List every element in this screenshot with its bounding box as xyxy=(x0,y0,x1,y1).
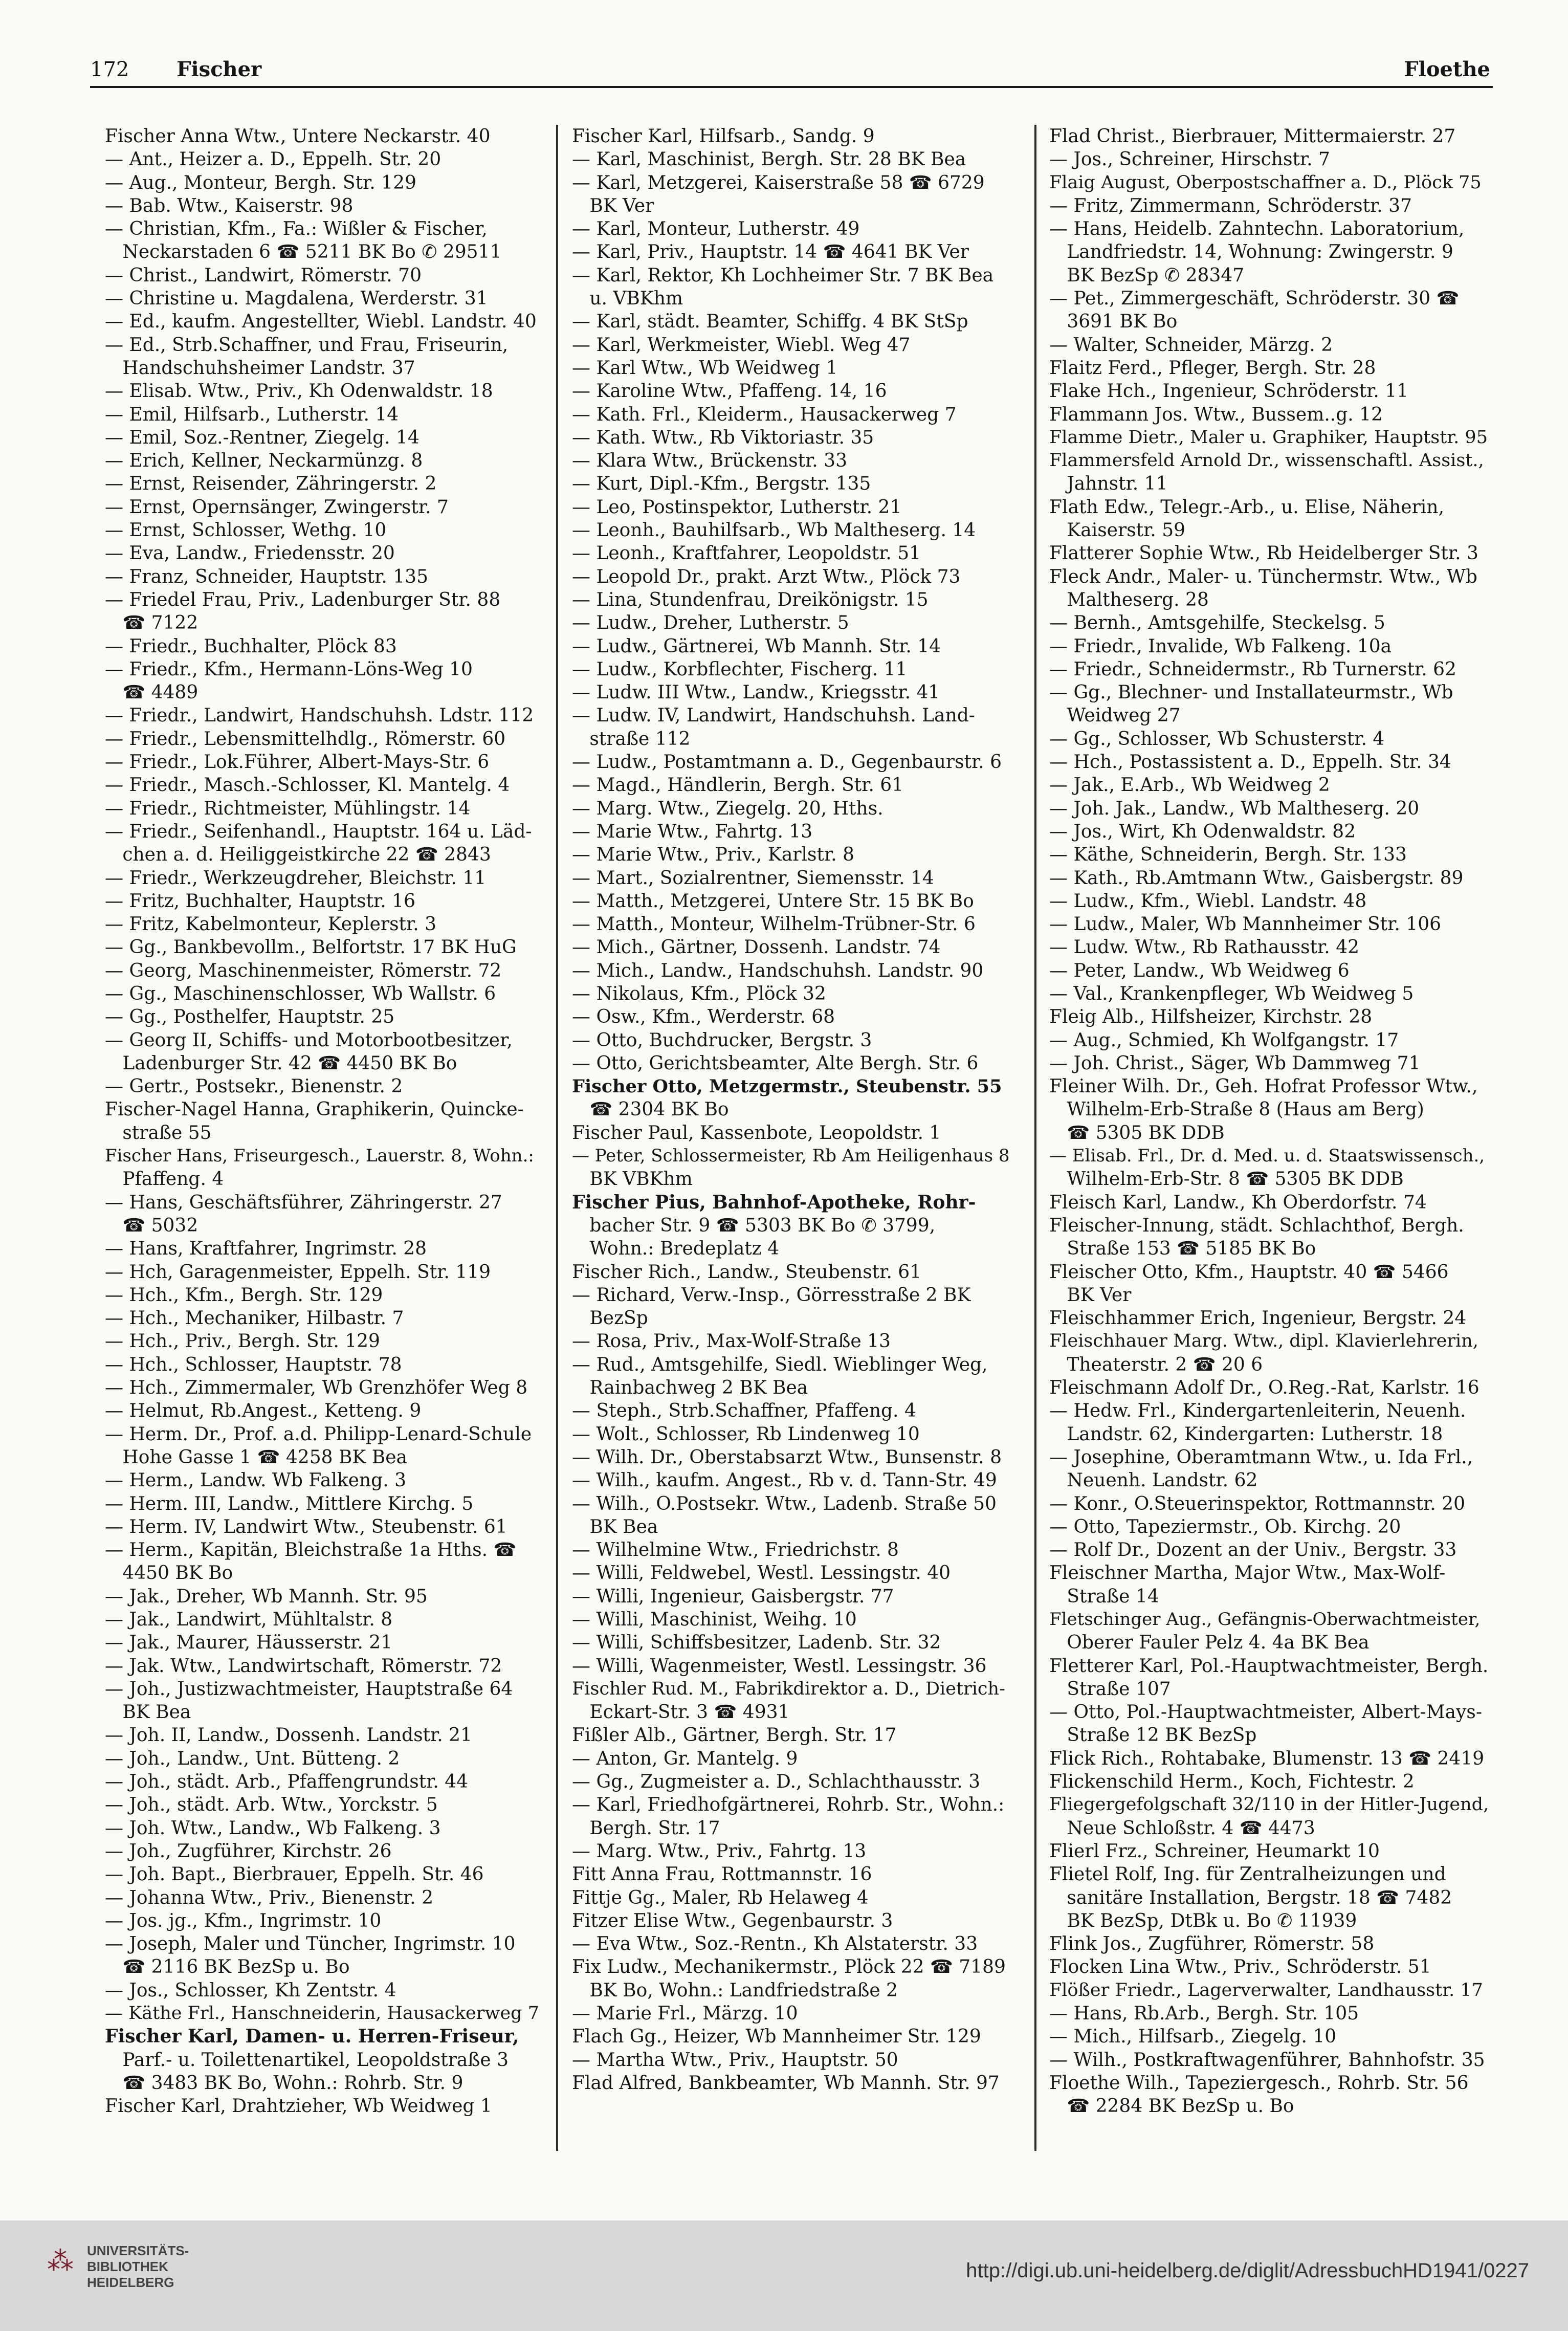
directory-entry: — Fritz, Kabelmonteur, Keplerstr. 3 xyxy=(105,914,437,935)
directory-entry: — Hch., Priv., Bergh. Str. 129 xyxy=(105,1331,380,1352)
directory-entry: Fleck Andr., Maler- u. Tünchermstr. Wtw., Wb xyxy=(1049,566,1477,587)
directory-entry: — Friedr., Masch.-Schlosser, Kl. Mantelg. 4 xyxy=(105,775,510,796)
directory-entry: Flickenschild Herm., Koch, Fichtestr. 2 xyxy=(1049,1771,1415,1793)
directory-entry: Fleisch Karl, Landw., Kh Oberdorfstr. 74 xyxy=(1049,1192,1427,1213)
directory-entry: BK Ver xyxy=(572,195,654,216)
directory-entry: BK VBKhm xyxy=(572,1169,693,1190)
directory-entry: — Emil, Soz.-Rentner, Ziegelg. 14 xyxy=(105,427,419,448)
directory-entry: — Willi, Maschinist, Weihg. 10 xyxy=(572,1609,857,1630)
directory-entry: — Marg. Wtw., Priv., Fahrtg. 13 xyxy=(572,1840,867,1862)
directory-entry: — Erich, Kellner, Neckarmünzg. 8 xyxy=(105,450,423,472)
directory-entry: — Käthe Frl., Hanschneiderin, Hausackerweg 7 xyxy=(105,2003,539,2024)
header-right-word: Floethe xyxy=(1404,57,1490,81)
directory-entry: Floethe Wilh., Tapeziergesch., Rohrb. Str. 56 xyxy=(1049,2072,1469,2094)
directory-entry: — Eva, Landw., Friedensstr. 20 xyxy=(105,543,395,564)
directory-entry: — Joh., Zugführer, Kirchstr. 26 xyxy=(105,1840,392,1862)
directory-entry: Fleig Alb., Hilfsheizer, Kirchstr. 28 xyxy=(1049,1006,1373,1028)
directory-entry: — Peter, Landw., Wb Weidweg 6 xyxy=(1049,960,1350,981)
directory-entry: — Herm. Dr., Prof. a.d. Philipp-Lenard-Schule xyxy=(105,1423,532,1445)
directory-entry: Fletterer Karl, Pol.-Hauptwachtmeister, Bergh. xyxy=(1049,1655,1489,1677)
directory-entry: Flierl Frz., Schreiner, Heumarkt 10 xyxy=(1049,1840,1380,1862)
directory-entry: — Herm., Kapitän, Bleichstraße 1a Hths. ☎ xyxy=(105,1540,517,1561)
directory-entry: — Mich., Landw., Handschuhsh. Landstr. 90 xyxy=(572,960,984,981)
directory-entry: — Hans, Rb.Arb., Bergh. Str. 105 xyxy=(1049,2003,1359,2025)
directory-entry: — Friedr., Schneidermstr., Rb Turnerstr. 62 xyxy=(1049,658,1456,680)
directory-entry: — Konr., O.Steuerinspektor, Rottmannstr. 20 xyxy=(1049,1493,1465,1514)
directory-entry: — Matth., Metzgerei, Untere Str. 15 BK Bo xyxy=(572,890,974,912)
directory-entry: Weidweg 27 xyxy=(1049,705,1181,727)
directory-entry: straße 112 xyxy=(572,728,691,750)
directory-entry: — Johanna Wtw., Priv., Bienenstr. 2 xyxy=(105,1887,434,1908)
directory-entry: — Friedr., Buchhalter, Plöck 83 xyxy=(105,635,397,657)
directory-entry: — Joseph, Maler und Tüncher, Ingrimstr. 10 xyxy=(105,1933,516,1955)
directory-entry: — Hch., Schlosser, Hauptstr. 78 xyxy=(105,1354,402,1375)
directory-entry: Fleiner Wilh. Dr., Geh. Hofrat Professor Wtw., xyxy=(1049,1076,1478,1097)
directory-entry: Parf.- u. Toilettenartikel, Leopoldstraße 3 xyxy=(105,2049,509,2071)
library-logo-text xyxy=(87,2243,292,2291)
directory-entry: — Friedr., Richtmeister, Mühlingstr. 14 xyxy=(105,798,471,819)
logo-line: UNIVERSITÄTS- xyxy=(87,2243,189,2258)
directory-entry: — Emil, Hilfsarb., Lutherstr. 14 xyxy=(105,404,399,425)
directory-entry: — Ludw., Korbflechter, Fischerg. 11 xyxy=(572,658,908,680)
directory-entry: BK Bo, Wohn.: Landfriedstraße 2 xyxy=(572,1980,898,2001)
directory-entry: — Georg, Maschinenmeister, Römerstr. 72 xyxy=(105,960,502,981)
directory-entry: — Gg., Blechner- und Installateurmstr., Wb xyxy=(1049,682,1453,703)
directory-entry: — Joh. Christ., Säger, Wb Dammweg 71 xyxy=(1049,1052,1421,1074)
directory-entry: — Gg., Schlosser, Wb Schusterstr. 4 xyxy=(1049,728,1385,750)
directory-entry: ☎ 2304 BK Bo xyxy=(572,1099,729,1120)
directory-entry: Flad Alfred, Bankbeamter, Wb Mannh. Str. 97 xyxy=(572,2072,1000,2094)
directory-entry: — Karl, Friedhofgärtnerei, Rohrb. Str., Wohn.: xyxy=(572,1794,1005,1816)
directory-entry: ☎ 5032 xyxy=(105,1215,198,1236)
directory-entry: — Friedr., Kfm., Hermann-Löns-Weg 10 xyxy=(105,658,473,680)
directory-entry: Fix Ludw., Mechanikermstr., Plöck 22 ☎ 7189 xyxy=(572,1956,1006,1978)
directory-entry: — Otto, Pol.-Hauptwachtmeister, Albert-Mays- xyxy=(1049,1702,1482,1723)
directory-entry: — Franz, Schneider, Hauptstr. 135 xyxy=(105,566,428,587)
directory-entry: Fischer-Nagel Hanna, Graphikerin, Quincke- xyxy=(105,1099,524,1120)
directory-entry: Flath Edw., Telegr.-Arb., u. Elise, Näherin, xyxy=(1049,496,1444,518)
directory-entry: — Osw., Kfm., Werderstr. 68 xyxy=(572,1006,835,1028)
source-url-link[interactable]: http://digi.ub.uni-heidelberg.de/diglit/AdressbuchHD1941/0227 xyxy=(966,2259,1529,2282)
directory-entry: ☎ 2116 BK BezSp u. Bo xyxy=(105,1956,350,1978)
directory-entry: Hohe Gasse 1 ☎ 4258 BK Bea xyxy=(105,1446,407,1468)
directory-entry: Fischer Otto, Metzgermstr., Steubenstr. 55 xyxy=(572,1076,1002,1097)
directory-entry: Flamme Dietr., Maler u. Graphiker, Hauptstr. 95 xyxy=(1049,427,1488,448)
directory-entry: Wilhelm-Erb-Str. 8 ☎ 5305 BK DDB xyxy=(1049,1169,1404,1190)
directory-entry: Flocken Lina Wtw., Priv., Schröderstr. 51 xyxy=(1049,1956,1431,1978)
page-number: 172 xyxy=(90,58,129,81)
directory-entry: — Jak., Maurer, Häusserstr. 21 xyxy=(105,1632,393,1654)
directory-entry: BK BezSp ✆ 28347 xyxy=(1049,265,1245,286)
directory-entry: Fitzer Elise Wtw., Gegenbaurstr. 3 xyxy=(572,1910,893,1931)
directory-entry: — Eva Wtw., Soz.-Rentn., Kh Alstaterstr. 33 xyxy=(572,1933,978,1955)
directory-entry: Fliegergefolgschaft 32/110 in der Hitler-Jugend, xyxy=(1049,1794,1489,1815)
directory-entry: Neckarstaden 6 ☎ 5211 BK Bo ✆ 29511 xyxy=(105,241,502,263)
directory-entry: — Karl, Maschinist, Bergh. Str. 28 BK Bea xyxy=(572,149,966,170)
directory-entry: — Mich., Hilfsarb., Ziegelg. 10 xyxy=(1049,2026,1337,2048)
directory-entry: — Joh., städt. Arb. Wtw., Yorckstr. 5 xyxy=(105,1794,438,1816)
directory-entry: BK BezSp, DtBk u. Bo ✆ 11939 xyxy=(1049,1910,1357,1931)
directory-entry: Flad Christ., Bierbrauer, Mittermaierstr. 27 xyxy=(1049,126,1456,147)
directory-entry: — Mart., Sozialrentner, Siemensstr. 14 xyxy=(572,867,934,889)
directory-entry: — Mich., Gärtner, Dossenh. Landstr. 74 xyxy=(572,937,941,958)
directory-entry: bacher Str. 9 ☎ 5303 BK Bo ✆ 3799, xyxy=(572,1215,936,1236)
directory-entry: — Friedr., Invalide, Wb Falkeng. 10a xyxy=(1049,635,1392,657)
directory-entry: — Kath. Frl., Kleiderm., Hausackerweg 7 xyxy=(572,404,957,425)
directory-entry: — Hans, Kraftfahrer, Ingrimstr. 28 xyxy=(105,1238,427,1260)
directory-entry: — Elisab. Wtw., Priv., Kh Odenwaldstr. 18 xyxy=(105,381,493,402)
directory-entry: — Marg. Wtw., Ziegelg. 20, Hths. xyxy=(572,798,884,819)
directory-entry: ☎ 4489 xyxy=(105,682,198,703)
header-rule xyxy=(90,86,1493,88)
directory-entry: — Ed., kaufm. Angestellter, Wiebl. Landstr. 40 xyxy=(105,311,537,333)
directory-entry: — Anton, Gr. Mantelg. 9 xyxy=(572,1748,798,1769)
directory-entry: Flammann Jos. Wtw., Bussem..g. 12 xyxy=(1049,404,1383,425)
directory-entry: — Bab. Wtw., Kaiserstr. 98 xyxy=(105,195,354,216)
directory-entry: Fleischhauer Marg. Wtw., dipl. Klavierlehrerin, xyxy=(1049,1331,1478,1352)
directory-entry: — Gg., Posthelfer, Hauptstr. 25 xyxy=(105,1006,395,1028)
directory-entry: Fischer Karl, Hilfsarb., Sandg. 9 xyxy=(572,126,875,147)
directory-entry: 3691 BK Bo xyxy=(1049,311,1178,333)
directory-entry: — Leonh., Kraftfahrer, Leopoldstr. 51 xyxy=(572,543,921,564)
directory-entry: BK Ver xyxy=(1049,1284,1132,1306)
directory-entry: — Jak., Dreher, Wb Mannh. Str. 95 xyxy=(105,1586,428,1607)
directory-entry: — Karl, städt. Beamter, Schiffg. 4 BK StSp xyxy=(572,311,968,333)
directory-entry: 4450 BK Bo xyxy=(105,1563,233,1584)
directory-entry: Oberer Fauler Pelz 4. 4a BK Bea xyxy=(1049,1632,1370,1654)
directory-entry: — Friedr., Landwirt, Handschuhsh. Ldstr. 112 xyxy=(105,705,534,727)
directory-entry: — Ludw., Kfm., Wiebl. Landstr. 48 xyxy=(1049,890,1367,912)
directory-entry: — Klara Wtw., Brückenstr. 33 xyxy=(572,450,847,472)
directory-entry: — Peter, Schlossermeister, Rb Am Heiligenhaus 8 xyxy=(572,1146,1010,1167)
directory-entry: — Wilh. Dr., Oberstabsarzt Wtw., Bunsenstr. 8 xyxy=(572,1446,1002,1468)
directory-entry: Fischer Karl, Drahtzieher, Wb Weidweg 1 xyxy=(105,2096,492,2117)
directory-entry: — Herm. IV, Landwirt Wtw., Steubenstr. 61 xyxy=(105,1516,507,1537)
library-logo-icon: ⁂ xyxy=(47,2246,74,2277)
directory-entry: — Jos., Schreiner, Hirschstr. 7 xyxy=(1049,149,1330,170)
directory-entry: — Wolt., Schlosser, Rb Lindenweg 10 xyxy=(572,1423,920,1445)
directory-entry: — Hch., Postassistent a. D., Eppelh. Str. 34 xyxy=(1049,752,1451,773)
directory-entry: — Helmut, Rb.Angest., Ketteng. 9 xyxy=(105,1400,422,1422)
directory-entry: — Friedr., Werkzeugdreher, Bleichstr. 11 xyxy=(105,867,487,889)
directory-entry: — Christ., Landwirt, Römerstr. 70 xyxy=(105,265,422,286)
directory-entry: Fitt Anna Frau, Rottmannstr. 16 xyxy=(572,1864,872,1885)
directory-entry: — Ernst, Schlosser, Wethg. 10 xyxy=(105,520,387,541)
directory-entry: Flake Hch., Ingenieur, Schröderstr. 11 xyxy=(1049,381,1409,402)
header-left-word: Fischer xyxy=(176,57,262,81)
directory-entry: Landstr. 62, Kindergarten: Lutherstr. 18 xyxy=(1049,1423,1443,1445)
footer-bar xyxy=(0,2220,1568,2331)
directory-entry: ☎ 2284 BK BezSp u. Bo xyxy=(1049,2096,1294,2117)
directory-entry: — Ernst, Reisender, Zähringerstr. 2 xyxy=(105,473,437,495)
directory-entry: — Pet., Zimmergeschäft, Schröderstr. 30 ☎ xyxy=(1049,288,1460,310)
directory-entry: — Marie Wtw., Fahrtg. 13 xyxy=(572,821,813,842)
directory-entry: — Aug., Schmied, Kh Wolfgangstr. 17 xyxy=(1049,1029,1399,1051)
directory-entry: Flick Rich., Rohtabake, Blumenstr. 13 ☎ 2419 xyxy=(1049,1748,1485,1769)
directory-entry: — Friedel Frau, Priv., Ladenburger Str. 88 xyxy=(105,589,501,610)
directory-entry: Neue Schloßstr. 4 ☎ 4473 xyxy=(1049,1817,1315,1839)
directory-entry: Fißler Alb., Gärtner, Bergh. Str. 17 xyxy=(572,1725,897,1746)
directory-entry: — Hedw. Frl., Kindergartenleiterin, Neuenh. xyxy=(1049,1400,1466,1422)
directory-entry: BK Bea xyxy=(572,1516,658,1537)
directory-entry: Fletschinger Aug., Gefängnis-Oberwachtmeister, xyxy=(1049,1609,1481,1630)
directory-entry: — Rosa, Priv., Max-Wolf-Straße 13 xyxy=(572,1331,891,1352)
column-divider xyxy=(1034,125,1036,2151)
directory-entry: — Joh. Wtw., Landw., Wb Falkeng. 3 xyxy=(105,1817,441,1839)
directory-entry: Fischler Rud. M., Fabrikdirektor a. D., Dietrich- xyxy=(572,1678,1005,1699)
directory-entry: — Jak. Wtw., Landwirtschaft, Römerstr. 72 xyxy=(105,1655,502,1677)
directory-entry: — Friedr., Seifenhandl., Hauptstr. 164 u. Läd- xyxy=(105,821,532,842)
directory-entry: — Ludw., Postamtmann a. D., Gegenbaurstr. 6 xyxy=(572,752,1002,773)
directory-entry: Jahnstr. 11 xyxy=(1049,473,1168,495)
logo-line: BIBLIOTHEK xyxy=(87,2259,168,2274)
directory-entry: Rainbachweg 2 BK Bea xyxy=(572,1377,808,1399)
directory-entry: Theaterstr. 2 ☎ 20 6 xyxy=(1049,1354,1263,1375)
directory-entry: — Richard, Verw.-Insp., Görresstraße 2 BK xyxy=(572,1284,971,1306)
directory-entry: — Kath., Rb.Amtmann Wtw., Gaisbergstr. 89 xyxy=(1049,867,1464,889)
directory-entry: Wilhelm-Erb-Straße 8 (Haus am Berg) xyxy=(1049,1099,1424,1120)
directory-entry: — Leo, Postinspektor, Lutherstr. 21 xyxy=(572,496,902,518)
directory-entry: — Joh. II, Landw., Dossenh. Landstr. 21 xyxy=(105,1725,472,1746)
directory-entry: — Rud., Amtsgehilfe, Siedl. Wieblinger Weg, xyxy=(572,1354,988,1375)
directory-entry: Wohn.: Bredeplatz 4 xyxy=(572,1238,780,1260)
directory-entry: Fischer Rich., Landw., Steubenstr. 61 xyxy=(572,1261,922,1283)
directory-entry: Fleischhammer Erich, Ingenieur, Bergstr. 24 xyxy=(1049,1308,1467,1329)
directory-entry: — Karl, Werkmeister, Wiebl. Weg 47 xyxy=(572,334,911,356)
directory-entry: — Herm. III, Landw., Mittlere Kirchg. 5 xyxy=(105,1493,474,1514)
directory-entry: — Josephine, Oberamtmann Wtw., u. Ida Frl., xyxy=(1049,1446,1473,1468)
directory-entry: — Friedr., Lebensmittelhdlg., Römerstr. 60 xyxy=(105,728,506,750)
directory-entry: Flach Gg., Heizer, Wb Mannheimer Str. 129 xyxy=(572,2026,981,2048)
directory-entry: — Fritz, Buchhalter, Hauptstr. 16 xyxy=(105,890,415,912)
directory-entry: Straße 107 xyxy=(1049,1678,1171,1700)
directory-entry: — Christine u. Magdalena, Werderstr. 31 xyxy=(105,288,488,310)
directory-entry: Pfaffeng. 4 xyxy=(105,1169,224,1190)
directory-entry: ☎ 7122 xyxy=(105,612,198,634)
directory-entry: u. VBKhm xyxy=(572,288,683,310)
directory-entry: — Joh., Justizwachtmeister, Hauptstraße 64 xyxy=(105,1678,513,1700)
directory-entry: Landfriedstr. 14, Wohnung: Zwingerstr. 9 xyxy=(1049,241,1453,263)
directory-entry: — Wilh., O.Postsekr. Wtw., Ladenb. Straße 50 xyxy=(572,1493,997,1514)
directory-entry: — Wilh., kaufm. Angest., Rb v. d. Tann-Str. 49 xyxy=(572,1470,997,1491)
directory-entry: — Val., Krankenpfleger, Wb Weidweg 5 xyxy=(1049,983,1414,1004)
column-2 xyxy=(572,125,1012,2151)
directory-entry: — Marie Wtw., Priv., Karlstr. 8 xyxy=(572,844,854,866)
directory-entry: Straße 12 BK BezSp xyxy=(1049,1725,1257,1746)
directory-entry: — Karoline Wtw., Pfaffeng. 14, 16 xyxy=(572,381,887,402)
directory-entry: Kaiserstr. 59 xyxy=(1049,520,1186,541)
directory-entry: — Rolf Dr., Dozent an der Univ., Bergstr. 33 xyxy=(1049,1540,1457,1561)
directory-entry: — Gg., Maschinenschlosser, Wb Wallstr. 6 xyxy=(105,983,496,1004)
directory-entry: Ladenburger Str. 42 ☎ 4450 BK Bo xyxy=(105,1052,457,1074)
directory-entry: — Hch., Kfm., Bergh. Str. 129 xyxy=(105,1284,383,1306)
page-header-left xyxy=(90,57,806,81)
directory-entry: Fittje Gg., Maler, Rb Helaweg 4 xyxy=(572,1887,869,1908)
directory-entry: — Ludw., Gärtnerei, Wb Mannh. Str. 14 xyxy=(572,635,941,657)
directory-entry: — Gg., Bankbevollm., Belfortstr. 17 BK HuG xyxy=(105,937,517,958)
directory-entry: — Ludw. Wtw., Rb Rathausstr. 42 xyxy=(1049,937,1360,958)
directory-entry: — Karl Wtw., Wb Weidweg 1 xyxy=(572,357,838,379)
directory-entry: Straße 153 ☎ 5185 BK Bo xyxy=(1049,1238,1316,1260)
directory-entry: ☎ 5305 BK DDB xyxy=(1049,1122,1225,1143)
directory-entry: — Otto, Tapeziermstr., Ob. Kirchg. 20 xyxy=(1049,1516,1401,1537)
directory-entry: Handschuhsheimer Landstr. 37 xyxy=(105,357,415,379)
column-3 xyxy=(1049,125,1489,2151)
directory-entry: — Karl, Rektor, Kh Lochheimer Str. 7 BK Bea xyxy=(572,265,994,286)
directory-entry: — Kath. Wtw., Rb Viktoriastr. 35 xyxy=(572,427,874,448)
directory-entry: — Jak., E.Arb., Wb Weidweg 2 xyxy=(1049,775,1330,796)
directory-entry: Eckart-Str. 3 ☎ 4931 xyxy=(572,1702,790,1723)
directory-entry: Neuenh. Landstr. 62 xyxy=(1049,1470,1258,1491)
directory-entry: — Otto, Gerichtsbeamter, Alte Bergh. Str. 6 xyxy=(572,1052,979,1074)
directory-entry: Fischer Pius, Bahnhof-Apotheke, Rohr- xyxy=(572,1191,976,1213)
directory-entry: — Lina, Stundenfrau, Dreikönigstr. 15 xyxy=(572,589,929,610)
directory-entry: — Ed., Strb.Schaffner, und Frau, Friseurin, xyxy=(105,334,509,356)
directory-entry: — Hch., Zimmermaler, Wb Grenzhöfer Weg 8 xyxy=(105,1377,528,1399)
directory-entry: — Aug., Monteur, Bergh. Str. 129 xyxy=(105,172,416,193)
directory-entry: — Hch., Mechaniker, Hilbastr. 7 xyxy=(105,1308,404,1329)
directory-entry: — Karl, Metzgerei, Kaiserstraße 58 ☎ 6729 xyxy=(572,172,985,193)
directory-entry: — Herm., Landw. Wb Falkeng. 3 xyxy=(105,1470,406,1491)
directory-entry: Maltheserg. 28 xyxy=(1049,589,1209,610)
directory-entry: — Georg II, Schiffs- und Motorbootbesitzer, xyxy=(105,1029,513,1051)
directory-entry: — Ludw. IV, Landwirt, Handschuhsh. Land- xyxy=(572,705,975,727)
directory-entry: Fleischmann Adolf Dr., O.Reg.-Rat, Karlstr. 16 xyxy=(1049,1377,1479,1399)
directory-entry: straße 55 xyxy=(105,1122,212,1143)
directory-entry: — Käthe, Schneiderin, Bergh. Str. 133 xyxy=(1049,844,1407,866)
directory-entry: — Leopold Dr., prakt. Arzt Wtw., Plöck 73 xyxy=(572,566,961,587)
directory-entry: — Joh. Jak., Landw., Wb Maltheserg. 20 xyxy=(1049,798,1420,819)
directory-entry: — Karl, Priv., Hauptstr. 14 ☎ 4641 BK Ver xyxy=(572,241,969,263)
directory-entry: Flaitz Ferd., Pfleger, Bergh. Str. 28 xyxy=(1049,357,1376,379)
directory-entry: — Steph., Strb.Schaffner, Pfaffeng. 4 xyxy=(572,1400,916,1422)
directory-entry: Flink Jos., Zugführer, Römerstr. 58 xyxy=(1049,1933,1375,1955)
directory-entry: Fleischer Otto, Kfm., Hauptstr. 40 ☎ 5466 xyxy=(1049,1261,1449,1283)
directory-entry: Fischer Anna Wtw., Untere Neckarstr. 40 xyxy=(105,126,491,147)
directory-entry: — Gertr., Postsekr., Bienenstr. 2 xyxy=(105,1076,403,1097)
directory-entry: — Otto, Buchdrucker, Bergstr. 3 xyxy=(572,1029,872,1051)
directory-entry: Straße 14 xyxy=(1049,1586,1159,1607)
directory-entry: — Wilhelmine Wtw., Friedrichstr. 8 xyxy=(572,1540,899,1561)
directory-entry: Fleischer-Innung, städt. Schlachthof, Bergh. xyxy=(1049,1215,1464,1236)
directory-entry: — Willi, Schiffsbesitzer, Ladenb. Str. 32 xyxy=(572,1632,941,1654)
directory-entry: — Bernh., Amtsgehilfe, Steckelsg. 5 xyxy=(1049,612,1385,634)
directory-entry: — Jos., Wirt, Kh Odenwaldstr. 82 xyxy=(1049,821,1356,842)
directory-entry: — Ant., Heizer a. D., Eppelh. Str. 20 xyxy=(105,149,441,170)
logo-line: HEIDELBERG xyxy=(87,2275,174,2290)
directory-entry: — Ludw., Maler, Wb Mannheimer Str. 106 xyxy=(1049,914,1442,935)
directory-entry: — Leonh., Bauhilfsarb., Wb Maltheserg. 14 xyxy=(572,520,976,541)
directory-entry: — Matth., Monteur, Wilhelm-Trübner-Str. 6 xyxy=(572,914,976,935)
directory-entry: — Marie Frl., Märzg. 10 xyxy=(572,2003,798,2025)
directory-entry: — Walter, Schneider, Märzg. 2 xyxy=(1049,334,1333,356)
directory-entry: — Willi, Ingenieur, Gaisbergstr. 77 xyxy=(572,1586,894,1607)
directory-entry: — Willi, Feldwebel, Westl. Lessingstr. 40 xyxy=(572,1563,951,1584)
directory-entry: — Ernst, Opernsänger, Zwingerstr. 7 xyxy=(105,496,449,518)
directory-entry: Fischer Paul, Kassenbote, Leopoldstr. 1 xyxy=(572,1122,941,1143)
directory-entry: — Joh. Bapt., Bierbrauer, Eppelh. Str. 46 xyxy=(105,1864,484,1885)
directory-entry: BK Bea xyxy=(105,1702,191,1723)
column-1 xyxy=(105,125,545,2151)
directory-entry: — Hch, Garagenmeister, Eppelh. Str. 119 xyxy=(105,1261,491,1283)
directory-entry: Flaig August, Oberpostschaffner a. D., Plöck 75 xyxy=(1049,172,1482,193)
directory-entry: — Christian, Kfm., Fa.: Wißler & Fischer, xyxy=(105,218,488,240)
directory-entry: Flatterer Sophie Wtw., Rb Heidelberger Str. 3 xyxy=(1049,543,1478,564)
directory-entry: — Nikolaus, Kfm., Plöck 32 xyxy=(572,983,826,1004)
directory-entry: — Joh., städt. Arb., Pfaffengrundstr. 44 xyxy=(105,1771,469,1793)
directory-entry: — Kurt, Dipl.-Kfm., Bergstr. 135 xyxy=(572,473,871,495)
directory-entry: Fleischner Martha, Major Wtw., Max-Wolf- xyxy=(1049,1563,1446,1584)
directory-entry: Fischer Karl, Damen- u. Herren-Friseur, xyxy=(105,2026,519,2048)
directory-entry: — Gg., Zugmeister a. D., Schlachthausstr. 3 xyxy=(572,1771,981,1793)
directory-entry: sanitäre Installation, Bergstr. 18 ☎ 7482 xyxy=(1049,1887,1452,1908)
directory-entry: BezSp xyxy=(572,1308,648,1329)
directory-entry: Flammersfeld Arnold Dr., wissenschaftl. Assist., xyxy=(1049,450,1484,471)
directory-entry: — Hans, Heidelb. Zahntechn. Laboratorium, xyxy=(1049,218,1465,240)
directory-entry: Flietel Rolf, Ing. für Zentralheizungen und xyxy=(1049,1864,1446,1885)
directory-entry: — Fritz, Zimmermann, Schröderstr. 37 xyxy=(1049,195,1412,216)
directory-entry: — Karl, Monteur, Lutherstr. 49 xyxy=(572,218,860,240)
directory-entry: chen a. d. Heiliggeistkirche 22 ☎ 2843 xyxy=(105,844,491,866)
directory-entry: — Magd., Händlerin, Bergh. Str. 61 xyxy=(572,775,904,796)
directory-entry: — Friedr., Lok.Führer, Albert-Mays-Str. 6 xyxy=(105,752,490,773)
directory-entry: — Ludw. III Wtw., Landw., Kriegsstr. 41 xyxy=(572,682,940,703)
directory-entry: Flößer Friedr., Lagerverwalter, Landhausstr. 17 xyxy=(1049,1980,1483,2000)
column-divider xyxy=(556,125,558,2151)
directory-entry: — Martha Wtw., Priv., Hauptstr. 50 xyxy=(572,2049,898,2071)
directory-entry: Fischer Hans, Friseurgesch., Lauerstr. 8, Wohn.: xyxy=(105,1146,534,1167)
directory-entry: — Ludw., Dreher, Lutherstr. 5 xyxy=(572,612,849,634)
directory-entry: — Jos., Schlosser, Kh Zentstr. 4 xyxy=(105,1980,396,2001)
directory-entry: — Elisab. Frl., Dr. d. Med. u. d. Staatswissensch., xyxy=(1049,1146,1485,1167)
directory-entry: ☎ 3483 BK Bo, Wohn.: Rohrb. Str. 9 xyxy=(105,2072,463,2094)
directory-entry: — Jak., Landwirt, Mühltalstr. 8 xyxy=(105,1609,393,1630)
directory-entry: — Hans, Geschäftsführer, Zähringerstr. 27 xyxy=(105,1192,502,1213)
directory-entry: — Jos. jg., Kfm., Ingrimstr. 10 xyxy=(105,1910,382,1931)
directory-entry: — Joh., Landw., Unt. Bütteng. 2 xyxy=(105,1748,400,1769)
directory-entry: — Willi, Wagenmeister, Westl. Lessingstr. 36 xyxy=(572,1655,987,1677)
directory-entry: Bergh. Str. 17 xyxy=(572,1817,720,1839)
directory-entry: — Wilh., Postkraftwagenführer, Bahnhofstr. 35 xyxy=(1049,2049,1485,2071)
